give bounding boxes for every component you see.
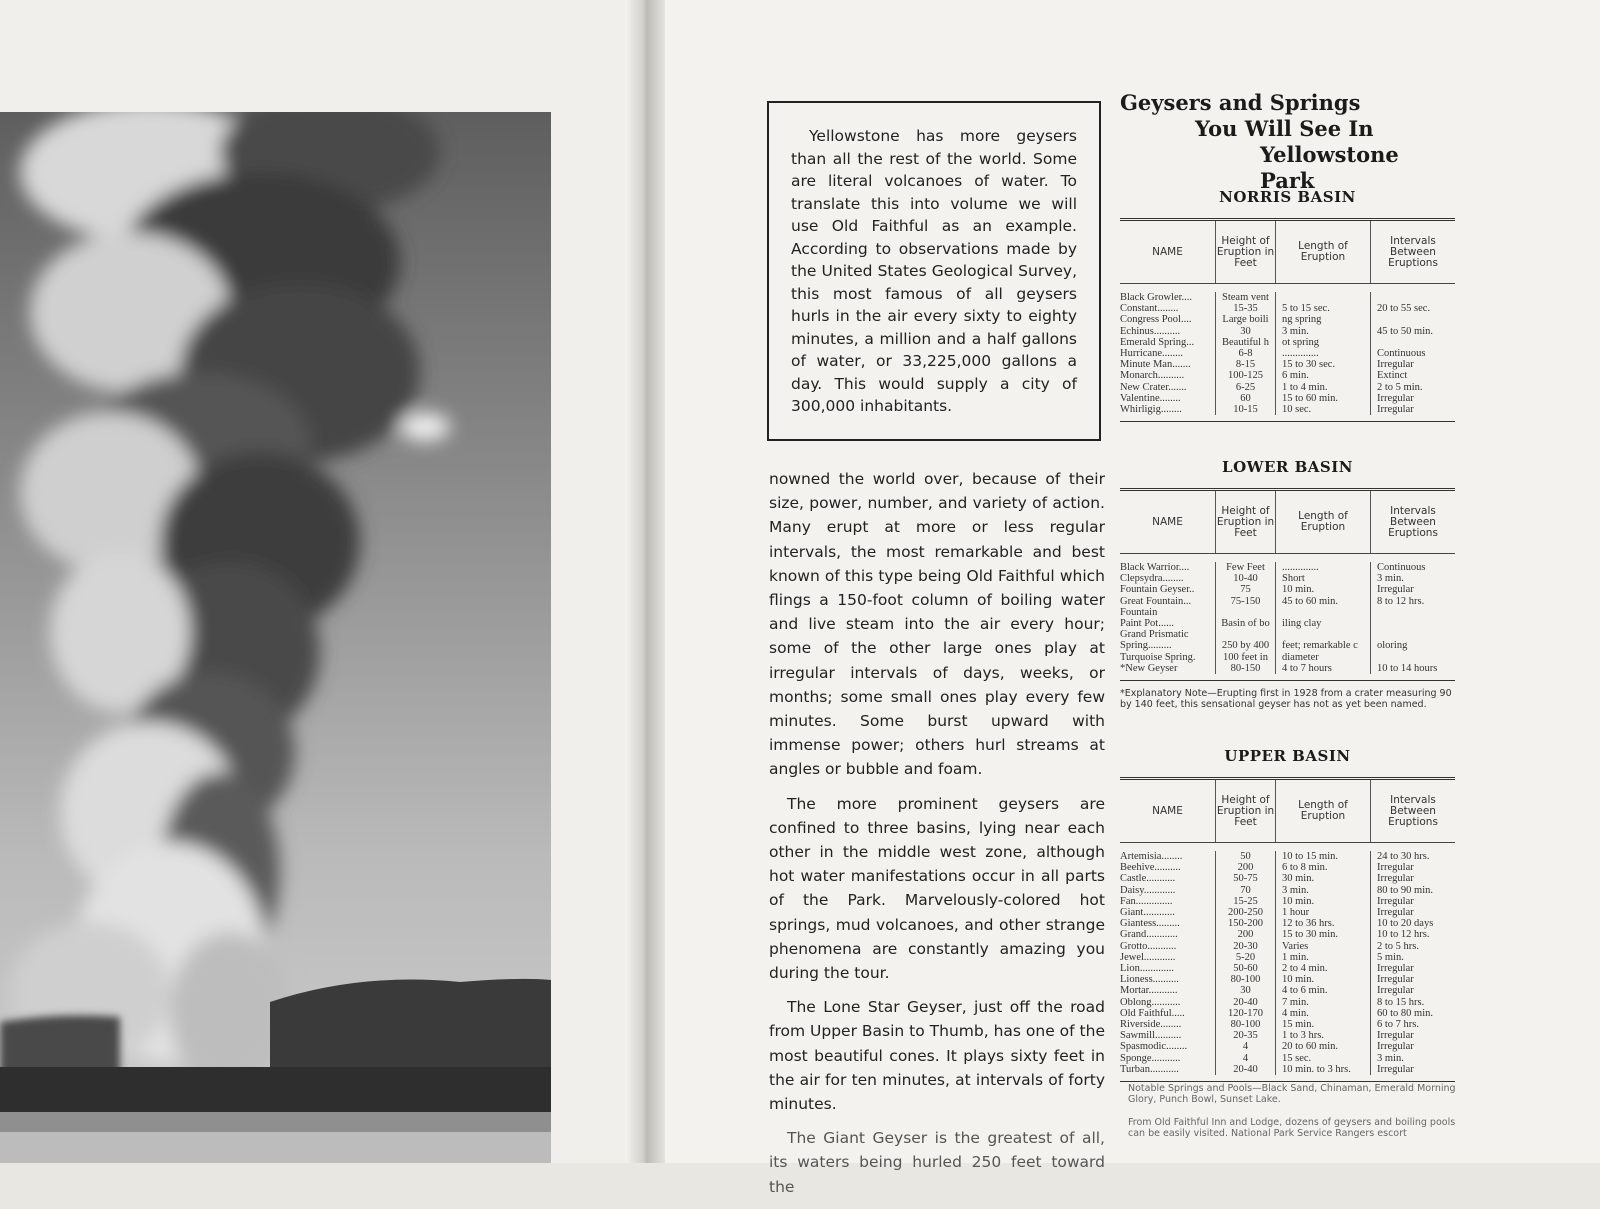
name-column: [1120, 851, 1215, 1075]
table-cell: 15-35: [1233, 303, 1258, 315]
table-cell: 10-40: [1233, 573, 1258, 585]
table-cell: Echinus..........: [1120, 325, 1181, 337]
height-column: [1215, 562, 1275, 674]
table-cell: 8 to 15 hrs.: [1377, 996, 1425, 1008]
table-cell: 4 to 6 min.: [1282, 985, 1328, 997]
table-cell: 3 min.: [1282, 325, 1309, 337]
table-cell: Irregular: [1377, 1030, 1414, 1042]
table-cell: 3 min.: [1282, 884, 1309, 896]
table-cell: 4 to 7 hours: [1282, 662, 1332, 674]
table-cell: Clepsydra........: [1120, 573, 1184, 585]
page-title: Geysers and Springs You Will See In Yellowstone Park: [1120, 90, 1399, 193]
table-cell: 75: [1240, 584, 1251, 596]
table-cell: Great Fountain...: [1120, 595, 1192, 607]
table-cell: ng spring: [1282, 314, 1322, 326]
table-cell: 15 to 30 min.: [1282, 929, 1339, 941]
table-cell: 20 to 60 min.: [1282, 1041, 1339, 1053]
table-cell: Castle...........: [1120, 873, 1176, 885]
height-column: [1215, 851, 1275, 1075]
table-cell: 10 sec.: [1282, 404, 1312, 416]
table-cell: 20 to 55 sec.: [1377, 303, 1431, 315]
table-cell: 15 min.: [1282, 1019, 1315, 1031]
table-cell: 24 to 30 hrs.: [1377, 851, 1430, 862]
table-cell: Turquoise Spring.: [1120, 651, 1196, 663]
table-cell: 5-20: [1235, 951, 1256, 963]
table-cell: [1371, 607, 1455, 618]
table-cell: Continuous: [1377, 562, 1426, 573]
lower-basin-title: LOWER BASIN: [1222, 458, 1353, 476]
table-cell: 2 to 5 min.: [1377, 381, 1423, 393]
table-cell: 80-150: [1230, 662, 1261, 674]
table-cell: 8-15: [1235, 359, 1256, 371]
table-cell: 80 to 90 min.: [1377, 884, 1434, 896]
table-cell: Turban...........: [1120, 1063, 1179, 1075]
table-cell: 2 to 5 hrs.: [1377, 940, 1419, 952]
table-cell: ..............: [1282, 562, 1319, 573]
table-cell: Whirligig........: [1120, 404, 1182, 416]
table-cell: 100 feet in: [1223, 651, 1268, 663]
table-cell: Giant............: [1120, 907, 1175, 919]
name-column: [1120, 292, 1215, 415]
table-cell: 20-35: [1233, 1030, 1258, 1042]
table-cell: [1371, 618, 1455, 629]
norris-basin-section: [1120, 188, 1455, 422]
table-cell: 80-100: [1230, 974, 1261, 986]
height-column: [1215, 292, 1275, 415]
table-cell: 200-250: [1228, 907, 1263, 919]
table-cell: Irregular: [1377, 963, 1414, 975]
table-header: NAME Height of Eruption in Feet Length of Eruption Intervals Between Eruptions: [1120, 491, 1455, 554]
table-cell: diameter: [1282, 651, 1319, 663]
explanatory-note: *Explanatory Note—Erupting first in 1928 from a crater measuring 90 by 140 feet, this sensational geyser has not as yet been named.: [1120, 688, 1452, 710]
table-cell: Irregular: [1377, 584, 1414, 596]
table-cell: 60 to 80 min.: [1377, 1007, 1434, 1019]
table-cell: 70: [1240, 884, 1251, 896]
table-cell: 150-200: [1228, 918, 1263, 930]
table-cell: *New Geyser: [1120, 662, 1178, 674]
table-cell: 10-15: [1233, 404, 1258, 416]
table-cell: Few Feet: [1226, 562, 1265, 573]
table-body: [1120, 554, 1455, 680]
table-cell: Paint Pot......: [1120, 618, 1174, 630]
table-cell: [1276, 292, 1370, 303]
table-cell: 4: [1242, 1041, 1249, 1053]
table-cell: 5 to 15 sec.: [1282, 303, 1330, 315]
table-cell: Irregular: [1377, 895, 1414, 907]
table-cell: [1371, 652, 1455, 663]
table-cell: Irregular: [1377, 1063, 1414, 1075]
notable-springs-note: Notable Springs and Pools—Black Sand, Chinaman, Emerald Morning Glory, Punch Bowl, Sunset Lake.: [1128, 1083, 1456, 1105]
table-cell: 1 to 3 hrs.: [1282, 1030, 1324, 1042]
table-cell: 10 to 14 hours: [1377, 662, 1438, 674]
table-cell: 75-150: [1230, 595, 1261, 607]
table-cell: 10 min. to 3 hrs.: [1282, 1063, 1351, 1075]
table-cell: 15-25: [1233, 895, 1258, 907]
intro-text: Yellowstone has more geysers than all the rest of the world. Some are literal volcanoes of water. To translate this into volume we will use Old Faithful as an example. According to observations made by the United States Geological Survey, this most famous of all geysers hurls in the air every sixty to eighty minutes, a million and a half gallons of water, or 33,225,000 gallons a day. This would supply a city of 300,000 inhabitants.: [791, 127, 1077, 415]
table-cell: 6 min.: [1282, 370, 1309, 382]
table-cell: 5 min.: [1377, 951, 1404, 963]
table-cell: Minute Man.......: [1120, 359, 1191, 371]
table-cell: [1216, 629, 1275, 640]
table-cell: Hurricane........: [1120, 348, 1183, 360]
old-faithful-inn-note: From Old Faithful Inn and Lodge, dozens of geysers and boiling pools can be easily visited. National Park Service Rangers escort: [1128, 1117, 1456, 1139]
table-cell: Irregular: [1377, 359, 1414, 371]
table-cell: 6 to 8 min.: [1282, 862, 1328, 874]
table-cell: [1276, 629, 1370, 640]
table-cell: 3 min.: [1377, 573, 1404, 585]
table-cell: Jewel............: [1120, 951, 1176, 963]
table-cell: [1216, 607, 1275, 618]
table-cell: Valentine........: [1120, 392, 1181, 404]
table-cell: Beautiful h: [1222, 336, 1269, 348]
title-block: [1120, 90, 1460, 194]
table-cell: 3 min.: [1377, 1052, 1404, 1064]
table-cell: Emerald Spring...: [1120, 336, 1195, 348]
table-cell: Giantess.........: [1120, 918, 1180, 930]
table-cell: 15 sec.: [1282, 1052, 1312, 1064]
table-cell: Congress Pool....: [1120, 314, 1192, 326]
table-cell: 10 min.: [1282, 584, 1315, 596]
table-cell: Large boili: [1222, 314, 1269, 326]
table-cell: 60: [1240, 392, 1251, 404]
table-cell: [1371, 292, 1455, 303]
table-cell: Sawmill..........: [1120, 1030, 1182, 1042]
table-cell: 10 min.: [1282, 895, 1315, 907]
table-cell: Black Growler....: [1120, 292, 1193, 303]
table-cell: 50-60: [1233, 963, 1258, 975]
table-cell: 8 to 12 hrs.: [1377, 595, 1425, 607]
intervals-column: [1370, 292, 1455, 415]
table-cell: Mortar...........: [1120, 985, 1178, 997]
table-cell: 30 min.: [1282, 873, 1315, 885]
table-cell: 1 min.: [1282, 951, 1309, 963]
table-cell: Spasmodic........: [1120, 1041, 1188, 1053]
table-cell: 10 to 20 days: [1377, 918, 1434, 930]
table-cell: 7 min.: [1282, 996, 1309, 1008]
table-cell: 15 to 30 sec.: [1282, 359, 1336, 371]
lower-basin-section: [1120, 458, 1455, 710]
intervals-column: [1370, 562, 1455, 674]
table-cell: Artemisia........: [1120, 851, 1183, 862]
table-cell: Riverside........: [1120, 1019, 1182, 1031]
table-cell: Sponge...........: [1120, 1052, 1181, 1064]
table-cell: Oblong...........: [1120, 996, 1181, 1008]
table-cell: 80-100: [1230, 1019, 1261, 1031]
table-cell: Irregular: [1377, 873, 1414, 885]
length-column: [1275, 851, 1370, 1075]
table-cell: ..............: [1282, 348, 1319, 360]
table-cell: Black Warrior....: [1120, 562, 1190, 573]
table-cell: Irregular: [1377, 907, 1414, 919]
table-cell: New Crater.......: [1120, 381, 1187, 393]
table-cell: 20-30: [1233, 940, 1258, 952]
table-cell: Basin of bo: [1221, 618, 1270, 630]
table-cell: 45 to 60 min.: [1282, 595, 1339, 607]
table-cell: 200: [1237, 929, 1254, 941]
table-cell: 10 to 15 min.: [1282, 851, 1339, 862]
lower-basin-table: [1120, 488, 1455, 681]
table-cell: 6-25: [1235, 381, 1256, 393]
table-cell: Beehive..........: [1120, 862, 1181, 874]
table-cell: 10 to 12 hrs.: [1377, 929, 1430, 941]
table-cell: [1371, 337, 1455, 348]
length-column: [1275, 292, 1370, 415]
table-cell: 30: [1240, 325, 1251, 337]
table-cell: 20-40: [1233, 996, 1258, 1008]
norris-basin-table: [1120, 218, 1455, 422]
table-cell: Grand............: [1120, 929, 1178, 941]
table-cell: 200: [1237, 862, 1254, 874]
body-paragraph-2: The more prominent geysers are confined to three basins, lying near each other in the middle west zone, although hot water manifestations occur in all parts of the Park. Marvelously-colored hot springs, mud volcanoes, and other strange phenomena are constantly amazing you during the tour.: [769, 794, 1105, 983]
table-cell: Fountain: [1120, 606, 1158, 618]
body-paragraph-1: nowned the world over, because of their size, power, number, and variety of action. Many erupt at more or less regular intervals, the most remarkable and best known of this type being Old Faithful which flings a 150-foot column of boiling water and live steam into the air every hour; some of the other large ones play at irregular intervals of days, weeks, or months; some small ones play every few minutes. Some burst upward with immense power; others hurl streams at angles or bubble and foam.: [769, 470, 1105, 779]
table-cell: Lioness..........: [1120, 974, 1179, 986]
table-cell: Irregular: [1377, 974, 1414, 986]
table-cell: 45 to 50 min.: [1377, 325, 1434, 337]
upper-basin-section: [1120, 747, 1455, 1082]
table-cell: 4: [1242, 1052, 1249, 1064]
table-cell: Irregular: [1377, 404, 1414, 416]
table-cell: Monarch..........: [1120, 370, 1185, 382]
table-cell: Grand Prismatic: [1120, 629, 1189, 641]
table-cell: ot spring: [1282, 336, 1320, 348]
table-cell: [1371, 314, 1455, 325]
table-cell: 50-75: [1233, 873, 1258, 885]
table-cell: 6 to 7 hrs.: [1377, 1019, 1419, 1031]
length-column: [1275, 562, 1370, 674]
name-column: [1120, 562, 1215, 674]
intervals-column: [1370, 851, 1455, 1075]
table-cell: 2 to 4 min.: [1282, 963, 1328, 975]
table-cell: [1371, 629, 1455, 640]
book-gutter: [625, 0, 665, 1163]
table-cell: Short: [1282, 573, 1305, 585]
table-cell: 50: [1240, 851, 1251, 862]
table-cell: oloring: [1377, 640, 1408, 652]
table-cell: [1276, 607, 1370, 618]
table-cell: Daisy............: [1120, 884, 1176, 896]
body-paragraph-4: The Giant Geyser is the greatest of all, its waters being hurled 250 feet toward the: [769, 1129, 1105, 1196]
table-cell: Old Faithful.....: [1120, 1007, 1185, 1019]
table-cell: 4 min.: [1282, 1007, 1309, 1019]
table-cell: Lion.............: [1120, 963, 1174, 975]
table-header: NAME Height of Eruption in Feet Length of Eruption Intervals Between Eruptions: [1120, 221, 1455, 284]
table-cell: 6-8: [1238, 348, 1253, 360]
table-cell: Spring.........: [1120, 640, 1172, 652]
table-cell: Constant........: [1120, 303, 1179, 315]
table-cell: Steam vent: [1222, 292, 1269, 303]
norris-basin-title: NORRIS BASIN: [1219, 188, 1356, 206]
body-text: [769, 467, 1105, 1209]
table-cell: 30: [1240, 985, 1251, 997]
table-cell: 250 by 400: [1221, 640, 1270, 652]
table-cell: feet; remarkable c: [1282, 640, 1358, 652]
table-cell: Continuous: [1377, 348, 1426, 360]
table-cell: 1 to 4 min.: [1282, 381, 1328, 393]
intro-box: [767, 101, 1101, 441]
table-cell: Irregular: [1377, 862, 1414, 874]
table-cell: 12 to 36 hrs.: [1282, 918, 1335, 930]
upper-basin-title: UPPER BASIN: [1224, 747, 1351, 765]
table-cell: Fan..............: [1120, 895, 1173, 907]
table-header: NAME Height of Eruption in Feet Length of Eruption Intervals Between Eruptions: [1120, 780, 1455, 843]
table-body: [1120, 843, 1455, 1081]
table-cell: 15 to 60 min.: [1282, 392, 1339, 404]
table-cell: 1 hour: [1282, 907, 1310, 919]
upper-basin-table: [1120, 777, 1455, 1082]
table-body: [1120, 284, 1455, 421]
body-paragraph-3: The Lone Star Geyser, just off the road from Upper Basin to Thumb, has one of the most beautiful cones. It plays sixty feet in the air for ten minutes, at intervals of forty minutes.: [769, 998, 1105, 1114]
table-cell: 120-170: [1228, 1007, 1263, 1019]
table-cell: 100-125: [1228, 370, 1263, 382]
old-faithful-photo: [0, 112, 551, 1163]
table-cell: iling clay: [1282, 618, 1322, 630]
table-cell: Fountain Geyser..: [1120, 584, 1195, 596]
table-cell: Irregular: [1377, 1041, 1414, 1053]
table-cell: 20-40: [1233, 1063, 1258, 1075]
table-cell: Irregular: [1377, 392, 1414, 404]
table-cell: Extinct: [1377, 370, 1408, 382]
table-cell: Irregular: [1377, 985, 1414, 997]
table-cell: Grotto...........: [1120, 940, 1177, 952]
table-cell: 10 min.: [1282, 974, 1315, 986]
table-cell: Varies: [1282, 940, 1309, 952]
